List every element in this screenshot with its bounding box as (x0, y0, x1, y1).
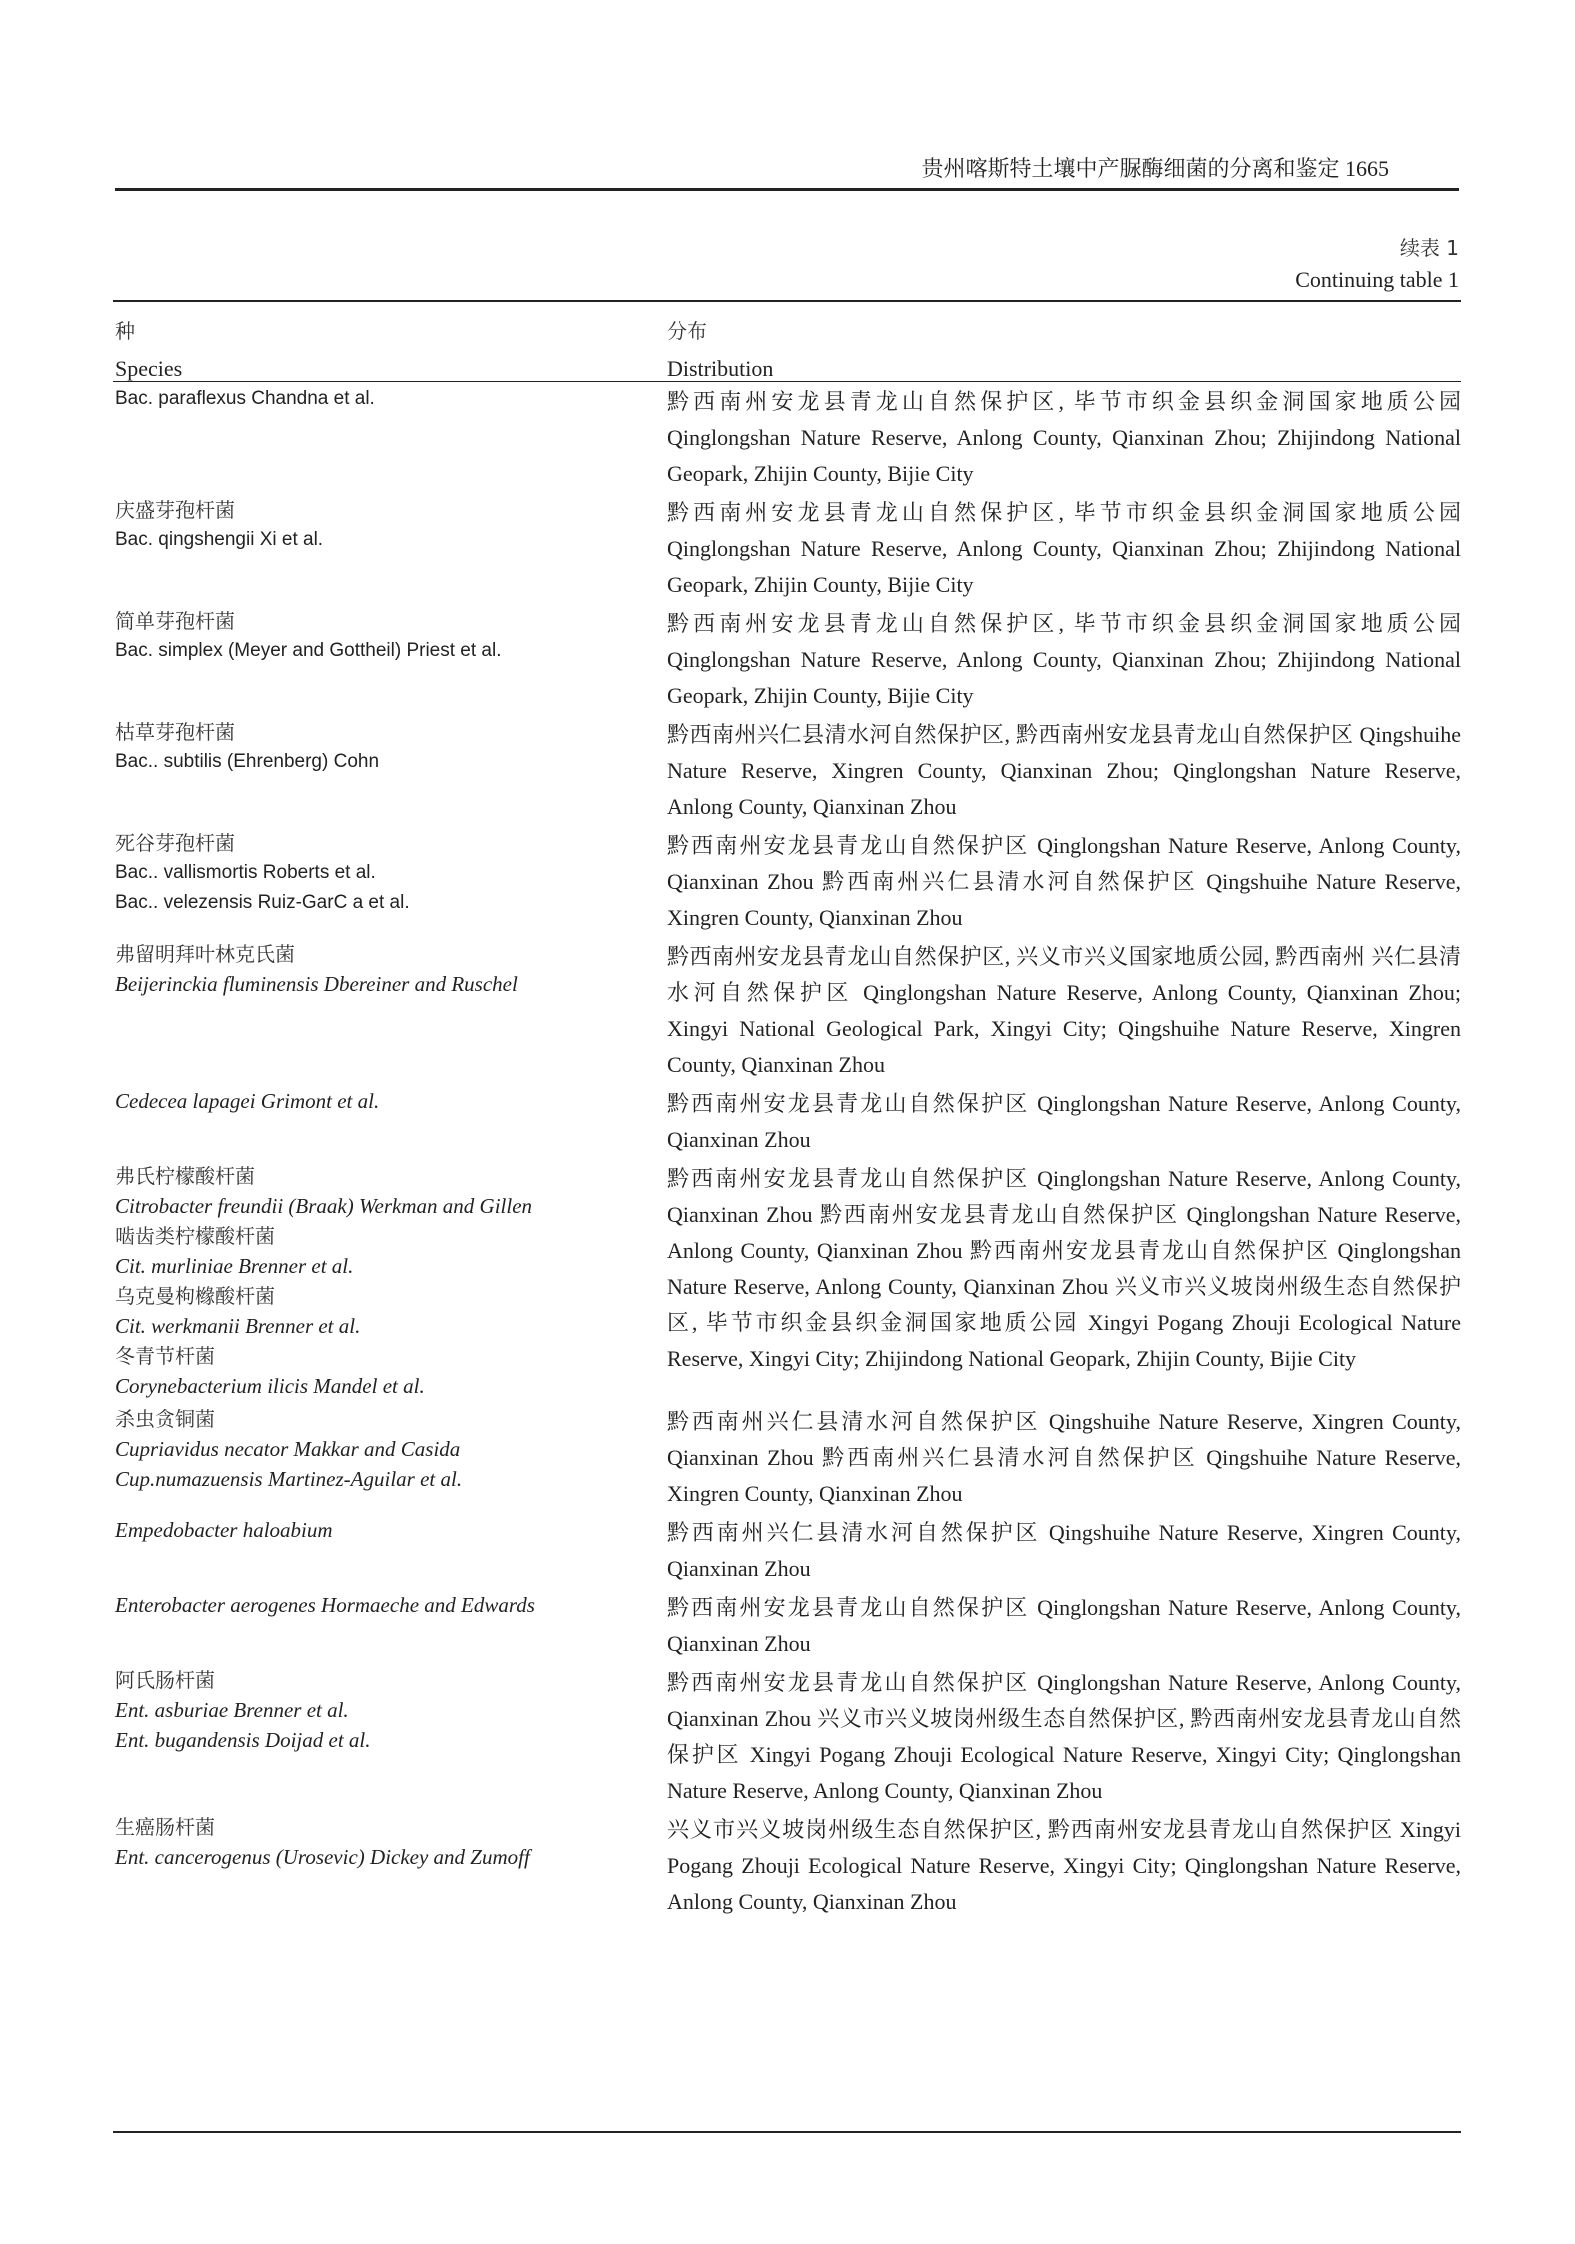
species-name: Ent. cancerogenus (Urosevic) Dickey and Zumoff (115, 1845, 530, 1869)
species-header-zh: 种 (115, 319, 135, 343)
distribution-cell: 黔西南州安龙县青龙山自然保护区 Qinglongshan Nature Reserve, Anlong County, Qianxinan Zhou 黔西南州兴仁县清水河自然保护区 Qingshuihe Nature Reserve, Xingren County, Qianxinan Zhou (667, 833, 1461, 930)
species-name: Bac. paraflexus Chandna et al. (115, 388, 375, 409)
species-name: Cit. murliniae Brenner et al. (115, 1254, 354, 1278)
table-row (115, 1812, 1461, 1920)
species-cell (115, 939, 667, 999)
distribution-cell: 黔西南州安龙县青龙山自然保护区, 毕节市织金县织金洞国家地质公园 Qinglongshan Nature Reserve, Anlong County, Qianxinan Zhou; Zhijindong National Geopark, Zhijin County, Bijie City (667, 500, 1461, 597)
species-name: Corynebacterium ilicis Mandel et al. (115, 1374, 425, 1398)
species-cell (115, 1161, 667, 1401)
table-row (115, 828, 1461, 936)
species-name: Cedecea lapagei Grimont et al. (115, 1089, 380, 1113)
species-name: Ent. bugandensis Doijad et al. (115, 1728, 371, 1752)
table-row (115, 384, 1461, 492)
table-row (115, 1404, 1461, 1512)
species-name: Beijerinckia fluminensis D⁠bereiner and Ruschel (115, 972, 518, 996)
species-name-zh: 庆盛芽孢杆菌 (115, 498, 235, 522)
column-header-distribution (667, 312, 773, 388)
species-name: Cit. werkmanii Brenner et al. (115, 1314, 361, 1338)
species-name: Citrobacter freundii (Braak) Werkman and Gillen (115, 1194, 533, 1218)
species-name: Bac.. vallismortis Roberts et al. (115, 862, 376, 883)
table-row (115, 939, 1461, 1083)
species-name: Bac. simplex (Meyer and Gottheil) Priest et al. (115, 640, 502, 661)
species-name: Empedobacter haloabium (115, 1518, 333, 1542)
species-name: Cup.numazuensis Martinez-Aguilar et al. (115, 1467, 463, 1491)
species-name-zh: 杀虫贪铜菌 (115, 1407, 215, 1431)
table-body (115, 384, 1461, 1923)
table-header-rule (113, 381, 1461, 382)
table-row (115, 717, 1461, 825)
distribution-cell: 黔西南州安龙县青龙山自然保护区, 毕节市织金县织金洞国家地质公园 Qinglongshan Nature Reserve, Anlong County, Qianxinan Zhou; Zhijindong National Geopark, Zhijin County, Bijie City (667, 389, 1461, 486)
distribution-cell: 黔西南州安龙县青龙山自然保护区 Qinglongshan Nature Reserve, Anlong County, Qianxinan Zhou (667, 1595, 1461, 1656)
species-name-zh: 弗留明拜叶林克氏菌 (115, 942, 295, 966)
table-row (115, 1665, 1461, 1809)
header-rule (115, 188, 1459, 191)
species-cell (115, 495, 667, 555)
table-row (115, 606, 1461, 714)
caption-zh: 续表 1 (1399, 236, 1459, 260)
table-bottom-rule (113, 2131, 1461, 2133)
species-cell (115, 828, 667, 918)
species-cell (115, 717, 667, 777)
table-row (115, 1086, 1461, 1158)
species-cell (115, 1812, 667, 1872)
table-top-rule (113, 300, 1461, 302)
species-cell (115, 1665, 667, 1755)
table-caption (1295, 232, 1459, 296)
distribution-cell: 黔西南州安龙县青龙山自然保护区 Qinglongshan Nature Reserve, Anlong County, Qianxinan Zhou 黔西南州安龙县青龙山自然保护区 Qinglongshan Nature Reserve, Anlong County, Qianxinan Zhou 黔西南州安龙县青龙山自然保护区 Qinglongshan Nature Reserve, Anlong County, Qianxinan Zhou 兴义市兴义坡岗州级生态自然保护区, 毕节市织金县织金洞国家地质公园 Xingyi Pogang Zhouji Ecological Nature Reserve, Xingyi City; Zhijindong National Geopark, Zhijin County, Bijie City (667, 1166, 1461, 1371)
species-name: Enterobacter aerogenes Hormaeche and Edwards (115, 1593, 535, 1617)
species-cell (115, 384, 667, 414)
table-row (115, 1515, 1461, 1587)
table-row (115, 1590, 1461, 1662)
species-name: Cupriavidus necator Makkar and Casida (115, 1437, 461, 1461)
species-cell (115, 1590, 667, 1620)
table-row (115, 1161, 1461, 1401)
species-name-zh: 阿氏肠杆菌 (115, 1668, 215, 1692)
distribution-cell: 黔西南州安龙县青龙山自然保护区, 兴义市兴义国家地质公园, 黔西南州 兴仁县清水河自然保护区 Qinglongshan Nature Reserve, Anlong County, Qianxinan Zhou; Xingyi National Geological Park, Xingyi City; Qingshuihe Nature Reserve, Xingren County, Qianxinan Zhou (667, 944, 1461, 1077)
species-name-zh: 枯草芽孢杆菌 (115, 720, 235, 744)
distribution-header-en: Distribution (667, 356, 774, 381)
distribution-cell: 兴义市兴义坡岗州级生态自然保护区, 黔西南州安龙县青龙山自然保护区 Xingyi Pogang Zhouji Ecological Nature Reserve, Xingyi City; Qinglongshan Nature Reserve, Anlong County, Qianxinan Zhou (667, 1817, 1461, 1914)
species-name: Bac. qingshengii Xi et al. (115, 529, 324, 550)
column-header-species (115, 312, 182, 388)
species-name-zh: 生癌肠杆菌 (115, 1815, 215, 1839)
distribution-header-zh: 分布 (667, 319, 707, 343)
species-name: Ent. asburiae Brenner et al. (115, 1698, 349, 1722)
distribution-cell: 黔西南州兴仁县清水河自然保护区, 黔西南州安龙县青龙山自然保护区 Qingshuihe Nature Reserve, Xingren County, Qianxinan Zhou; Qinglongshan Nature Reserve, Anlong County, Qianxinan Zhou (667, 722, 1461, 819)
species-name-zh: 啮齿类柠檬酸杆菌 (115, 1224, 275, 1248)
distribution-cell: 黔西南州安龙县青龙山自然保护区 Qinglongshan Nature Reserve, Anlong County, Qianxinan Zhou 兴义市兴义坡岗州级生态自然保护区, 黔西南州安龙县青龙山自然保护区 Xingyi Pogang Zhouji Ecological Nature Reserve, Xingyi City; Qinglongshan Nature Reserve, Anlong County, Qianxinan Zhou (667, 1670, 1461, 1803)
species-name-zh: 弗氏柠檬酸杆菌 (115, 1164, 255, 1188)
distribution-cell: 黔西南州安龙县青龙山自然保护区 Qinglongshan Nature Reserve, Anlong County, Qianxinan Zhou (667, 1091, 1461, 1152)
distribution-cell: 黔西南州兴仁县清水河自然保护区 Qingshuihe Nature Reserve, Xingren County, Qianxinan Zhou (667, 1520, 1461, 1581)
species-name-zh: 死谷芽孢杆菌 (115, 831, 235, 855)
page-header (115, 150, 1459, 190)
distribution-cell: 黔西南州兴仁县清水河自然保护区 Qingshuihe Nature Reserve, Xingren County, Qianxinan Zhou 黔西南州兴仁县清水河自然保护区 Qingshuihe Nature Reserve, Xingren County, Qianxinan Zhou (667, 1409, 1461, 1506)
species-name-zh: 冬青节杆菌 (115, 1344, 215, 1368)
species-cell (115, 606, 667, 666)
species-name: Bac.. subtilis (Ehrenberg) Cohn (115, 751, 380, 772)
species-header-en: Species (115, 356, 183, 381)
species-name: Bac.. velezensis Ruiz-GarC a et al. (115, 892, 410, 913)
species-name-zh: 简单芽孢杆菌 (115, 609, 235, 633)
running-title: 贵州喀斯特土壤中产脲酶细菌的分离和鉴定 1665 (921, 156, 1389, 181)
distribution-cell: 黔西南州安龙县青龙山自然保护区, 毕节市织金县织金洞国家地质公园 Qinglongshan Nature Reserve, Anlong County, Qianxinan Zhou; Zhijindong National Geopark, Zhijin County, Bijie City (667, 611, 1461, 708)
species-cell (115, 1086, 667, 1116)
species-cell (115, 1404, 667, 1494)
table-row (115, 495, 1461, 603)
species-name-zh: 乌克曼枸橼酸杆菌 (115, 1284, 275, 1308)
caption-en: Continuing table 1 (1295, 267, 1459, 292)
species-cell (115, 1515, 667, 1545)
